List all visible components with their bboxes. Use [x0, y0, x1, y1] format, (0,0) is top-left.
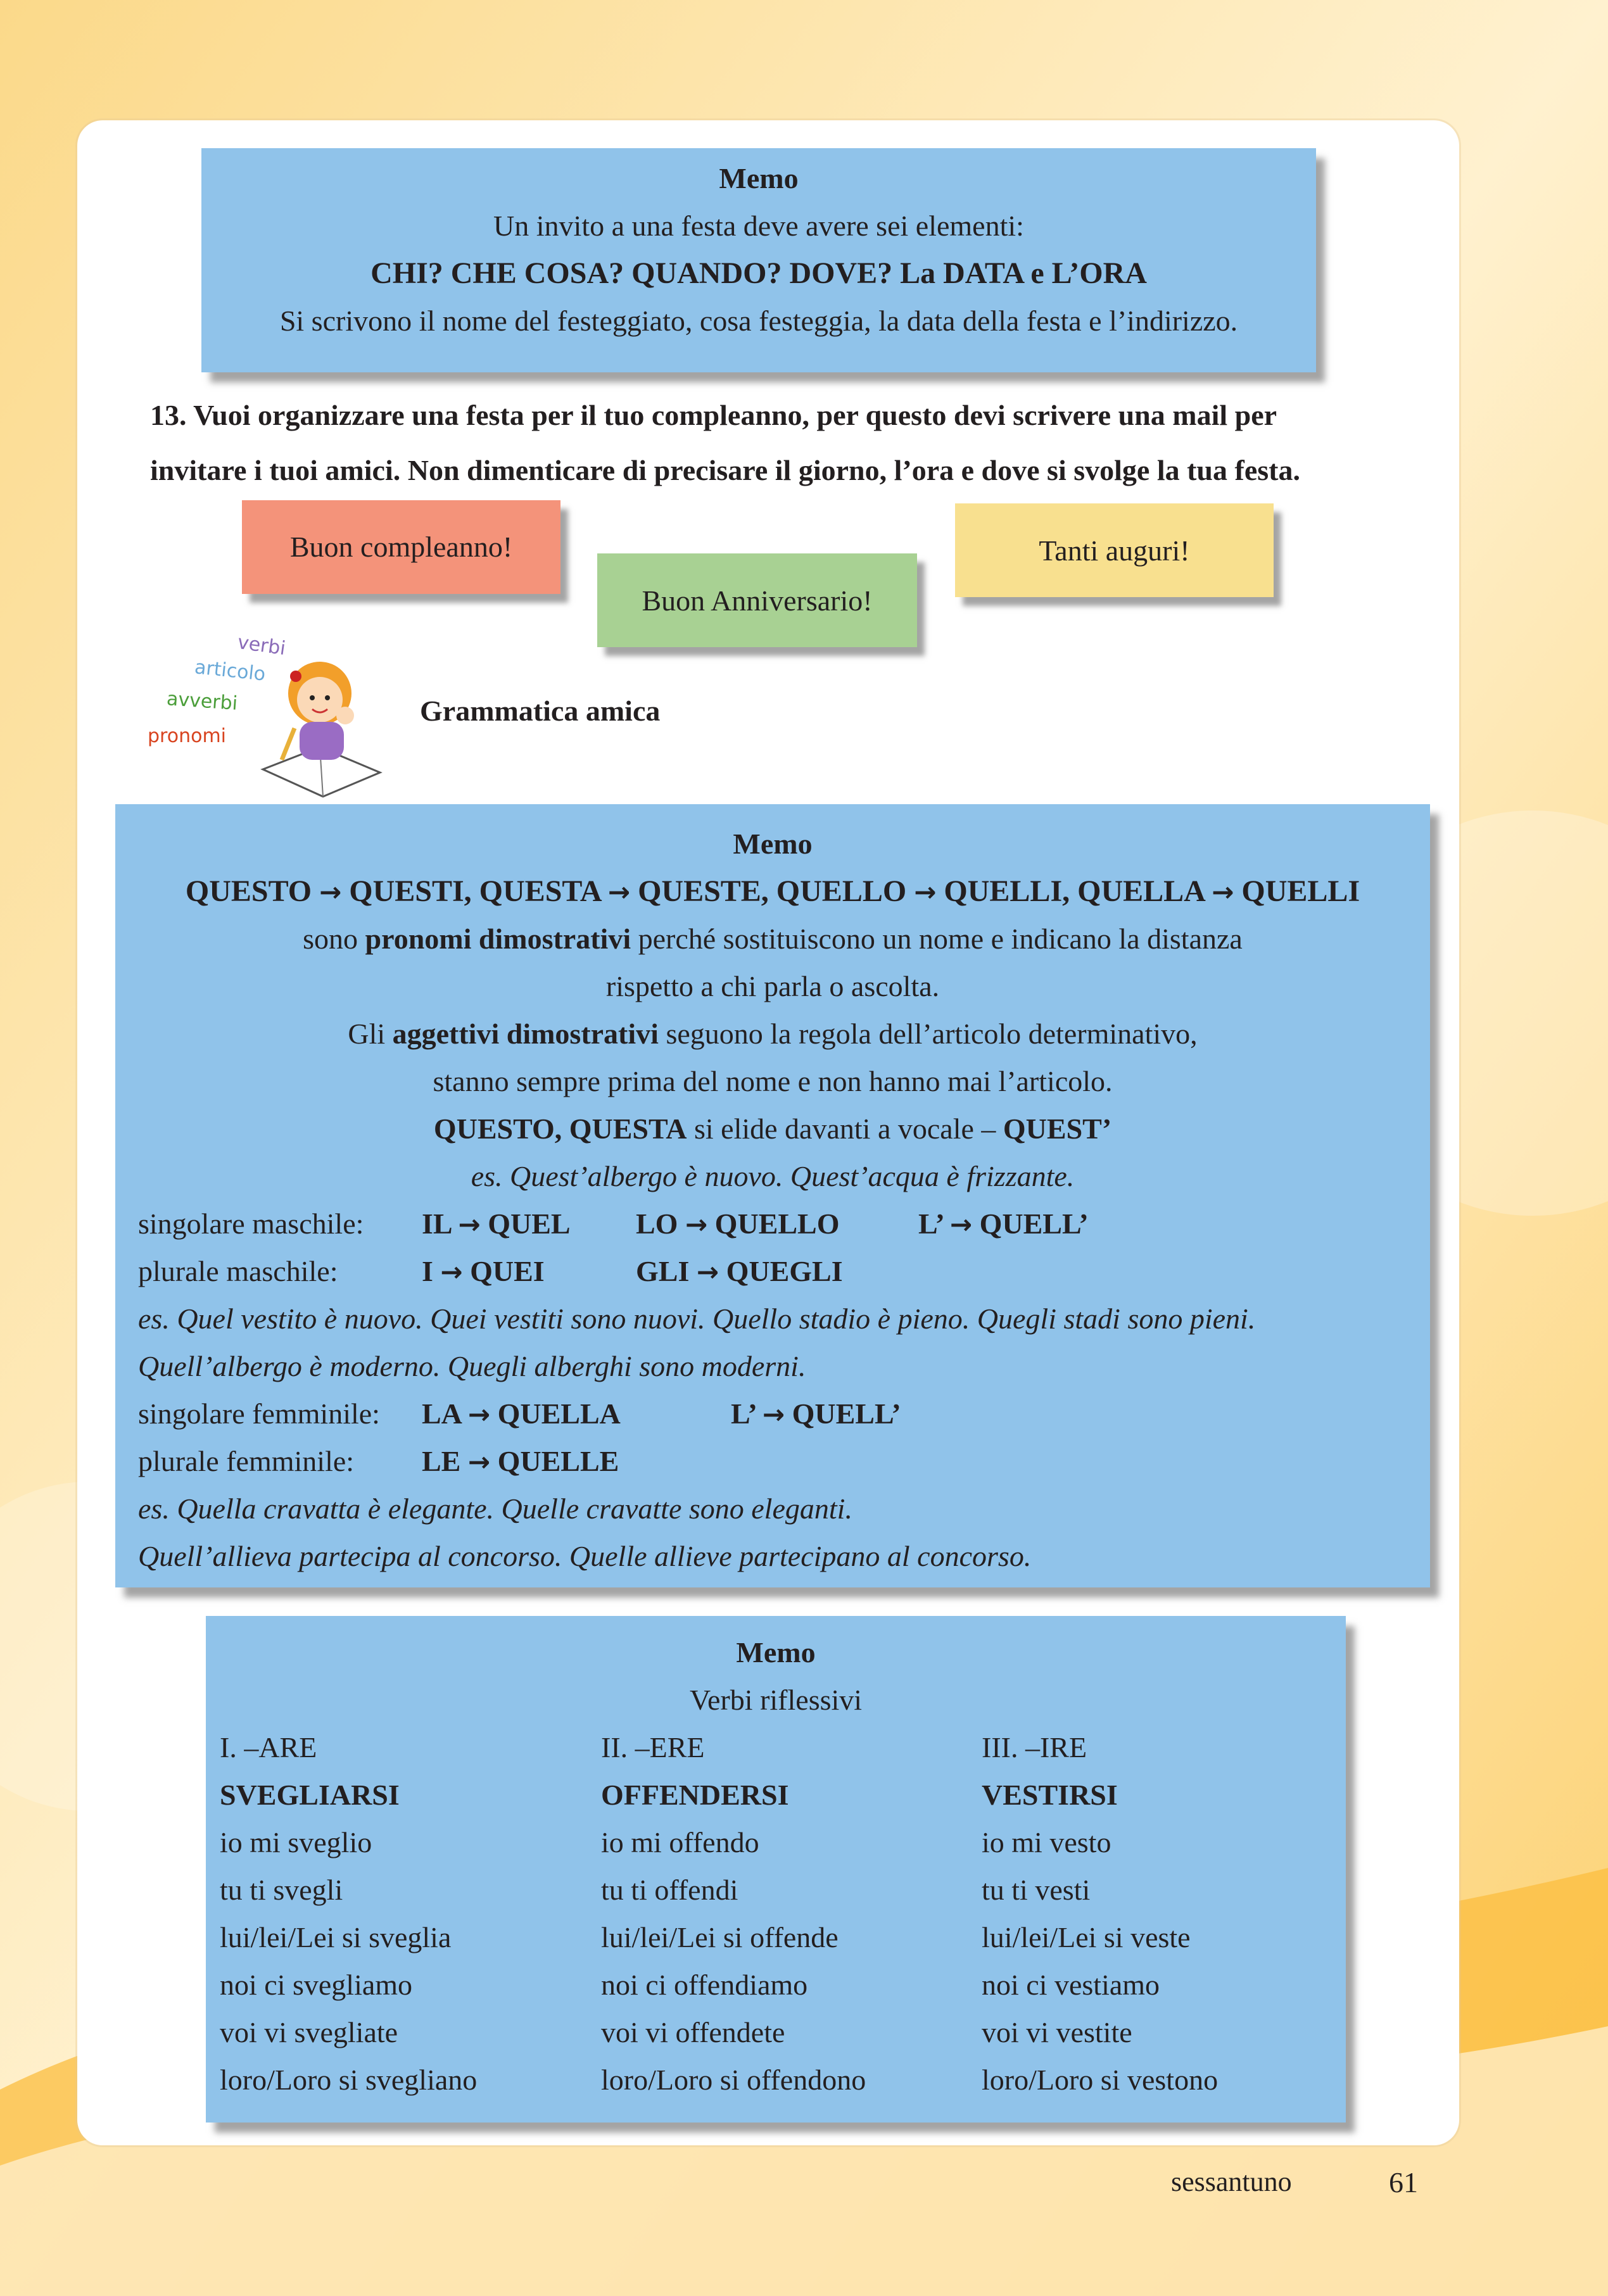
verb-form: tu ti vesti — [982, 1874, 1091, 1906]
arrow-icon: → — [467, 1446, 491, 1477]
verb-infinitive: SVEGLIARSI — [220, 1779, 400, 1811]
verb-form: voi vi svegliate — [220, 2016, 398, 2048]
arrow-icon: → — [696, 1256, 719, 1287]
conjugation-table — [206, 1724, 1346, 2104]
pronoun: QUELLI — [1241, 874, 1360, 908]
verb-form: lui/lei/Lei si veste — [982, 1921, 1191, 1953]
conjugation-column-ere — [601, 1724, 866, 2104]
text: perché sostituiscono un nome e indicano la distanza — [631, 923, 1243, 955]
example-line: Quell’albergo è moderno. Quegli alberghi sono moderni. — [138, 1350, 806, 1382]
memo-line: rispetto a chi parla o ascolta. — [605, 970, 940, 1002]
memo-line — [115, 915, 1430, 962]
logo-word: avverbi — [165, 688, 239, 715]
verb-form: lui/lei/Lei si offende — [601, 1921, 839, 1953]
exercise-line: 13. Vuoi organizzare una festa per il tuo compleanno, per questo devi scrivere una mail per — [150, 399, 1277, 431]
tag-buon-compleanno — [242, 500, 560, 594]
verb-form: loro/Loro si offendono — [601, 2064, 866, 2096]
term: pronomi dimostrativi — [365, 923, 631, 955]
memo-invito — [201, 148, 1316, 372]
grammatica-amica-logo — [142, 627, 383, 804]
row-label: plurale maschile: — [138, 1255, 338, 1287]
rule: GLI → QUEGLI — [636, 1255, 843, 1287]
exercise-line: invitare i tuoi amici. Non dimenticare di precisare il giorno, l’ora e dove si svolge la tua festa. — [150, 454, 1300, 486]
arrow-icon: → — [467, 1399, 491, 1430]
verb-group: I. –ARE — [220, 1731, 317, 1763]
girl-writing-icon — [256, 652, 383, 798]
pronoun: QUELLI, QUELLA — [944, 874, 1205, 908]
verb-form: lui/lei/Lei si sveglia — [220, 1921, 452, 1953]
verb-infinitive: OFFENDERSI — [601, 1779, 789, 1811]
verb-form: loro/Loro si vestono — [982, 2064, 1219, 2096]
tag-label: Tanti auguri! — [1039, 534, 1190, 567]
tag-tanti-auguri — [955, 503, 1274, 597]
rule: LA → QUELLA — [422, 1397, 621, 1430]
arrow-icon: → — [607, 876, 631, 907]
arrow-icon: → — [458, 1209, 481, 1240]
memo-line: stanno sempre prima del nome e non hanno mai l’articolo. — [433, 1065, 1113, 1097]
row-label: singolare femminile: — [138, 1397, 380, 1430]
verb-form: tu ti svegli — [220, 1874, 343, 1906]
memo-subtitle: Verbi riflessivi — [689, 1684, 863, 1716]
arrow-icon: → — [685, 1209, 708, 1240]
memo-verbi-riflessivi — [206, 1616, 1346, 2123]
arrow-icon: → — [440, 1256, 463, 1287]
singolare-femminile-row — [138, 1390, 1430, 1437]
verb-form: io mi vesto — [982, 1826, 1111, 1858]
verb-form: voi vi offendete — [601, 2016, 785, 2048]
verb-form: noi ci offendiamo — [601, 1969, 808, 2001]
text: Gli — [348, 1018, 393, 1050]
exercise-13 — [150, 388, 1455, 498]
example-line: es. Quest’albergo è nuovo. Quest’acqua è frizzante. — [471, 1160, 1075, 1192]
row-label: plurale femminile: — [138, 1445, 355, 1477]
rule: LE → QUELLE — [422, 1445, 619, 1477]
rule: L’ → QUELL’ — [918, 1208, 1089, 1240]
term: QUEST’ — [1003, 1113, 1112, 1145]
tag-label: Buon Anniversario! — [642, 584, 873, 617]
memo-line: Un invito a una festa deve avere sei elementi: — [493, 210, 1024, 242]
logo-word: verbi — [236, 631, 288, 660]
example-line: Quell’allieva partecipa al concorso. Quelle allieve partecipano al concorso. — [138, 1540, 1032, 1572]
plurale-femminile-row — [138, 1437, 1430, 1485]
example-line: es. Quel vestito è nuovo. Quei vestiti sono nuovi. Quello stadio è pieno. Quegli stadi sono pieni. — [138, 1303, 1256, 1335]
verb-form: io mi sveglio — [220, 1826, 372, 1858]
verb-form: io mi offendo — [601, 1826, 759, 1858]
rule: I → QUEI — [422, 1255, 545, 1287]
singolare-maschile-row — [138, 1200, 1430, 1247]
verb-group: II. –ERE — [601, 1731, 705, 1763]
arrow-icon: → — [1212, 876, 1234, 907]
memo-dimostrativi — [115, 804, 1430, 1587]
term: aggettivi dimostrativi — [392, 1018, 659, 1050]
arrow-icon: → — [762, 1399, 785, 1430]
pronoun: QUESTO — [185, 874, 312, 908]
term: QUESTO, QUESTA — [433, 1113, 687, 1145]
plurale-maschile-row — [138, 1247, 1430, 1295]
conjugation-column-are — [220, 1724, 477, 2104]
verb-form: loro/Loro si svegliano — [220, 2064, 478, 2096]
pronoun: QUESTI, QUESTA — [349, 874, 600, 908]
text: si elide davanti a vocale – — [687, 1113, 1003, 1145]
memo-title: Memo — [733, 828, 813, 860]
logo-word: pronomi — [148, 725, 226, 747]
memo-line — [115, 1105, 1430, 1152]
memo-line: Si scrivono il nome del festeggiato, cosa festeggia, la data della festa e l’indirizzo. — [279, 305, 1238, 337]
arrow-icon: → — [914, 876, 937, 907]
text: sono — [303, 923, 365, 955]
pronouns-line — [115, 867, 1430, 915]
row-label: singolare maschile: — [138, 1208, 364, 1240]
memo-title: Memo — [719, 162, 799, 194]
pronoun: QUESTE, QUELLO — [638, 874, 907, 908]
tag-buon-anniversario — [597, 553, 917, 647]
page-number: 61 — [1389, 2166, 1418, 2198]
verb-form: tu ti offendi — [601, 1874, 738, 1906]
rule: LO → QUELLO — [636, 1208, 840, 1240]
conjugation-column-ire — [982, 1724, 1218, 2104]
page-word: sessantuno — [1171, 2166, 1292, 2197]
logo-word: articolo — [193, 656, 267, 686]
arrow-icon: → — [949, 1209, 973, 1240]
arrow-icon: → — [319, 876, 342, 907]
memo-title: Memo — [736, 1636, 816, 1668]
tag-label: Buon compleanno! — [289, 531, 513, 563]
memo-line — [115, 1010, 1430, 1057]
text: seguono la regola dell’articolo determinativo, — [658, 1018, 1198, 1050]
example-line: es. Quella cravatta è elegante. Quelle cravatte sono eleganti. — [138, 1492, 852, 1525]
grammatica-amica-label: Grammatica amica — [420, 695, 661, 727]
verb-form: noi ci svegliamo — [220, 1969, 413, 2001]
rule: L’ → QUELL’ — [731, 1397, 901, 1430]
verb-group: III. –IRE — [982, 1731, 1087, 1763]
verb-form: voi vi vestite — [982, 2016, 1132, 2048]
memo-questions: CHI? CHE COSA? QUANDO? DOVE? La DATA e L’ORA — [370, 256, 1147, 290]
rule: IL → QUEL — [422, 1208, 571, 1240]
verb-form: noi ci vestiamo — [982, 1969, 1160, 2001]
verb-infinitive: VESTIRSI — [982, 1779, 1118, 1811]
